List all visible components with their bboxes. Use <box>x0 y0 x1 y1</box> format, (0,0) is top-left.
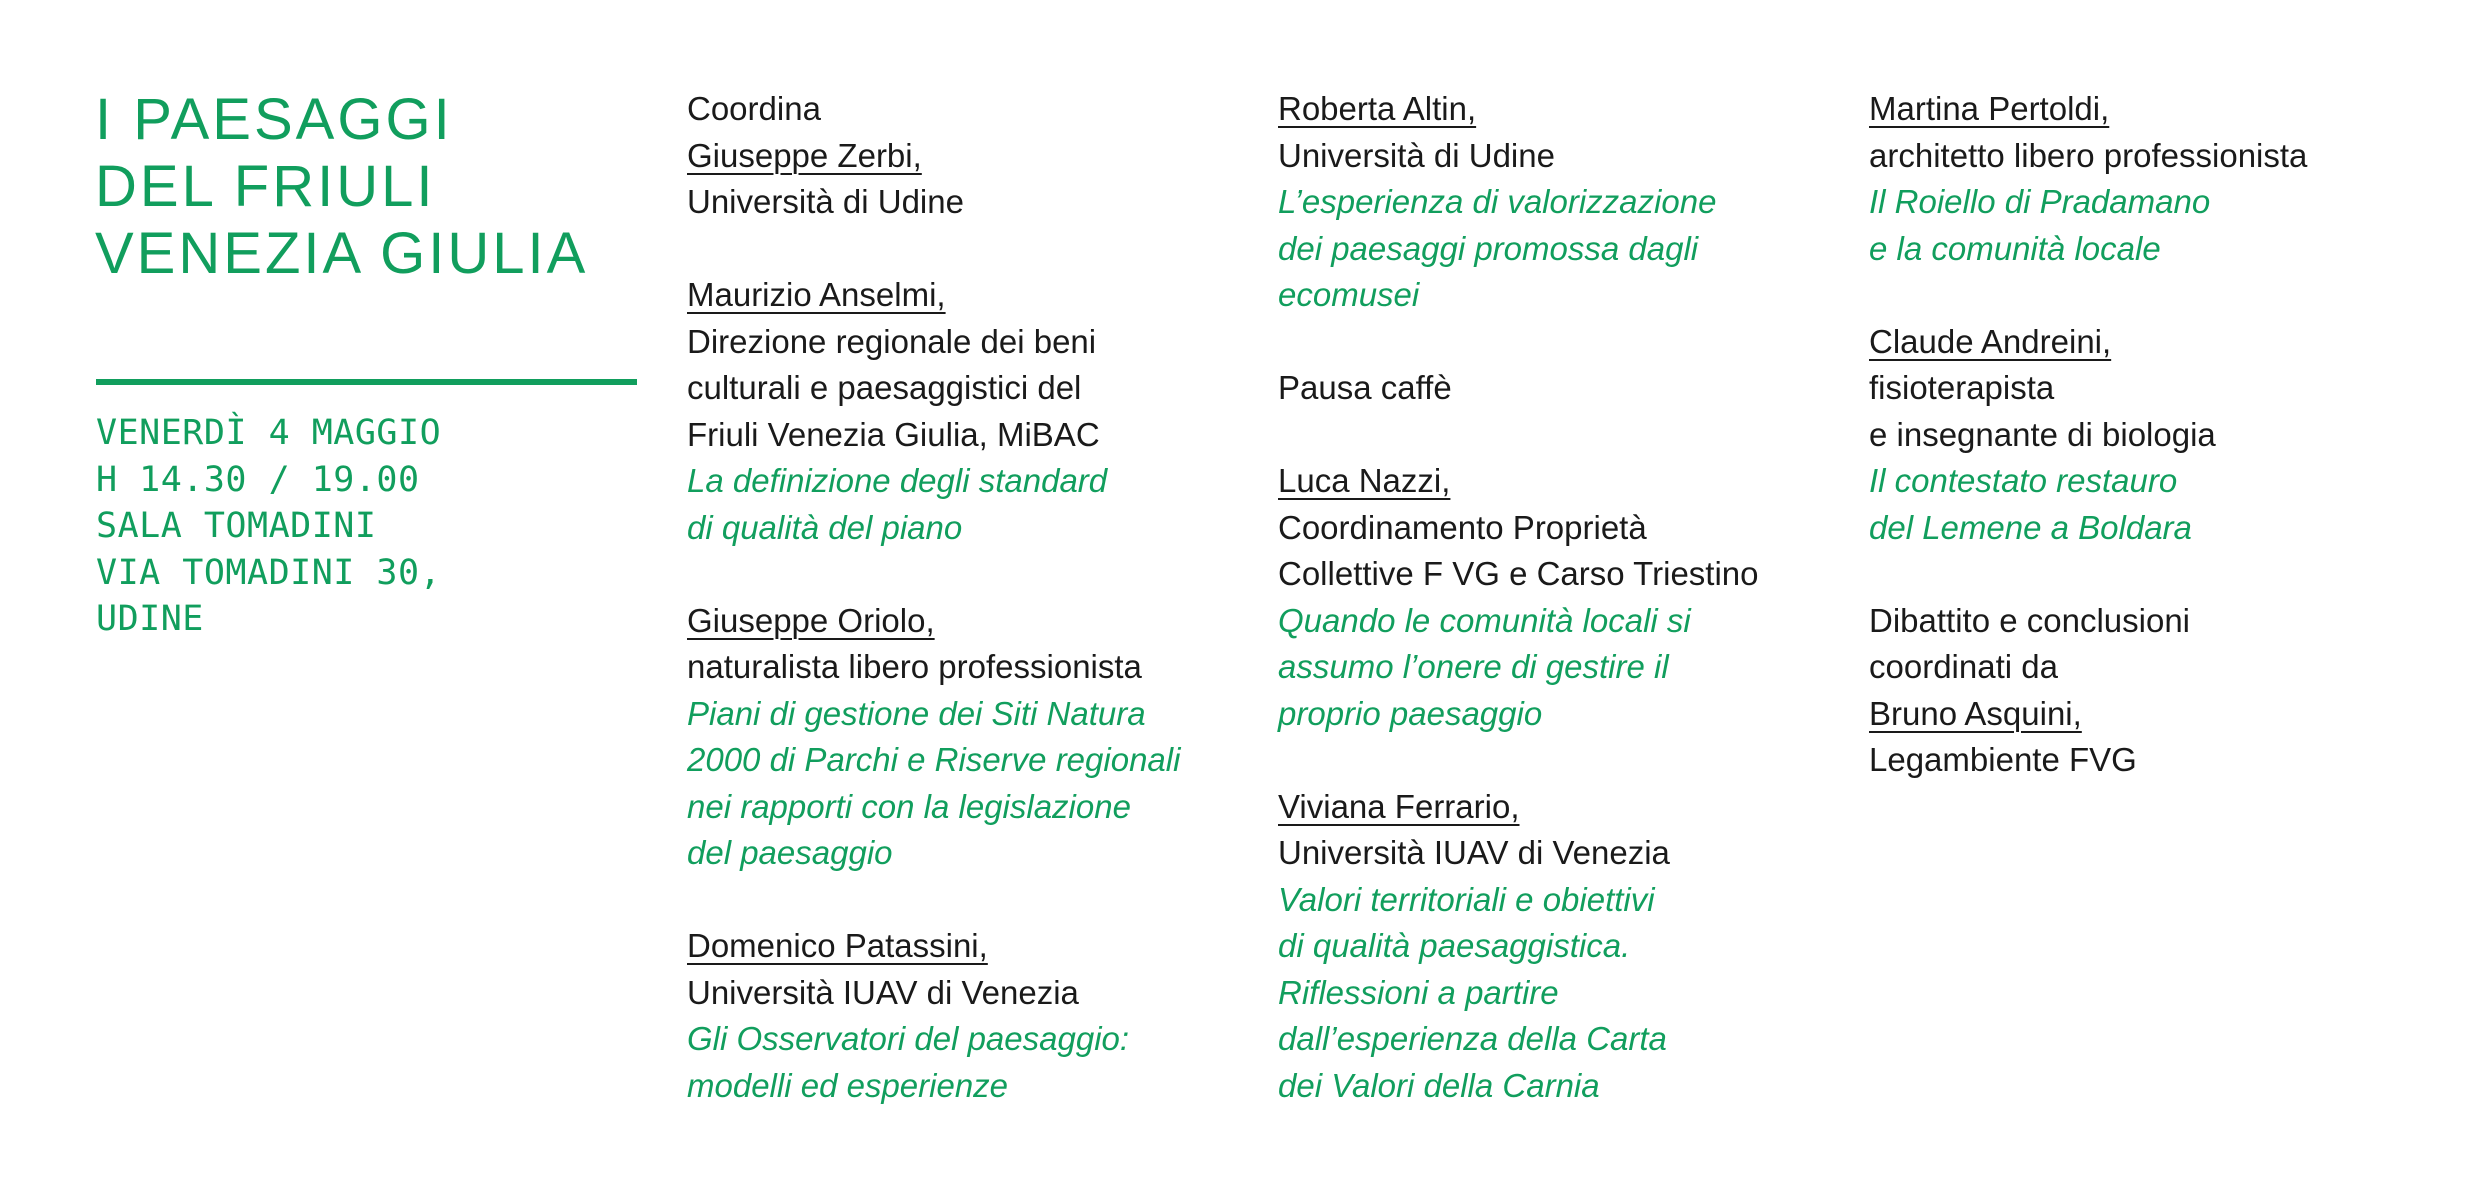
program-column-2 <box>1278 86 1838 1109</box>
event-venue: SALA TOMADINI <box>96 506 377 546</box>
talk-title: Quando le comunità locali si <box>1278 601 1691 639</box>
talk-title: 2000 di Parchi e Riserve regionali <box>687 741 1181 778</box>
block-spacer <box>687 551 1247 598</box>
talk-title: La definizione degli standard <box>687 462 1108 499</box>
talk-title: L’esperienza di valorizzazione <box>1278 183 1717 220</box>
talk-title: di qualità paesaggistica. <box>1278 927 1631 964</box>
event-info <box>96 410 441 643</box>
speaker-line <box>687 133 1247 180</box>
talk-title: Gli Osservatori del paesaggio: <box>687 1020 1130 1057</box>
speaker-affiliation: Coordinamento Proprietà <box>1278 508 1647 546</box>
program-text: coordinati da <box>1869 648 2058 685</box>
program-entry <box>687 598 1247 877</box>
speaker-affiliation: naturalista libero professionista <box>687 648 1142 685</box>
speaker-name: Giuseppe Oriolo, <box>687 601 935 639</box>
talk-title: dall’esperienza della Carta <box>1278 1020 1667 1057</box>
speaker-name: Claude Andreini, <box>1869 322 2112 360</box>
program-column-3 <box>1869 86 2429 784</box>
talk-title: Valori territoriali e obiettivi <box>1278 880 1655 918</box>
speaker-affiliation: Università IUAV di Venezia <box>1278 834 1670 871</box>
talk-title: proprio paesaggio <box>1278 694 1543 732</box>
talk-title: e la comunità locale <box>1869 229 2161 267</box>
title-line: VENEZIA GIULIA <box>95 221 589 286</box>
program-entry <box>1278 365 1838 412</box>
speaker-line <box>1278 784 1838 831</box>
block-spacer <box>1278 319 1838 366</box>
program-text: Pausa caffè <box>1278 369 1452 406</box>
speaker-line <box>1869 86 2429 133</box>
program-text: Coordina <box>687 90 821 127</box>
speaker-line <box>1869 319 2429 366</box>
program-entry <box>687 923 1247 1109</box>
talk-title: di qualità del piano <box>687 508 963 546</box>
event-title <box>95 86 655 287</box>
speaker-line <box>687 923 1247 970</box>
program-text: Dibattito e conclusioni <box>1869 601 2191 639</box>
talk-title: Riflessioni a partire <box>1278 973 1559 1011</box>
block-spacer <box>1278 412 1838 459</box>
event-address: VIA TOMADINI 30, <box>96 552 442 593</box>
speaker-name: Viviana Ferrario, <box>1278 787 1520 825</box>
speaker-line <box>1278 86 1838 133</box>
speaker-name: Luca Nazzi, <box>1278 462 1451 499</box>
talk-title: Il Roiello di Pradamano <box>1869 183 2211 220</box>
program-column-1 <box>687 86 1247 1109</box>
talk-title: modelli ed esperienze <box>687 1066 1009 1104</box>
program-entry <box>687 272 1247 551</box>
speaker-affiliation: architetto libero professionista <box>1869 136 2308 174</box>
speaker-name: Maurizio Anselmi, <box>687 276 946 313</box>
event-time: H 14.30 / 19.00 <box>96 459 420 500</box>
speaker-name: Domenico Patassini, <box>687 927 988 964</box>
talk-title: del paesaggio <box>687 834 893 871</box>
block-spacer <box>687 226 1247 273</box>
speaker-affiliation: Direzione regionale dei beni <box>687 322 1097 360</box>
block-spacer <box>1869 272 2429 319</box>
speaker-line <box>687 272 1247 319</box>
program-entry <box>1869 319 2429 552</box>
event-city: UDINE <box>96 599 204 639</box>
program-entry <box>1278 784 1838 1110</box>
block-spacer <box>1278 737 1838 784</box>
speaker-affiliation: Università IUAV di Venezia <box>687 973 1079 1011</box>
talk-title: Piani di gestione dei Siti Natura <box>687 694 1146 732</box>
speaker-affiliation: Collettive F VG e Carso Triestino <box>1278 555 1759 592</box>
talk-title: nei rapporti con la legislazione <box>687 787 1131 825</box>
talk-title: del Lemene a Boldara <box>1869 508 2192 546</box>
block-spacer <box>1869 551 2429 598</box>
speaker-line <box>687 598 1247 645</box>
speaker-affiliation: Friuli Venezia Giulia, MiBAC <box>687 415 1100 453</box>
program-entry <box>1869 86 2429 272</box>
speaker-line <box>1278 458 1838 505</box>
program-entry <box>1869 598 2429 784</box>
title-line: DEL FRIULI <box>95 154 436 219</box>
speaker-affiliation: culturali e paesaggistici del <box>687 369 1082 406</box>
talk-title: ecomusei <box>1278 276 1420 313</box>
program-entry <box>687 86 1247 226</box>
speaker-name: Bruno Asquini, <box>1869 694 2082 732</box>
talk-title: Il contestato restauro <box>1869 462 2178 499</box>
speaker-affiliation: Università di Udine <box>687 183 964 220</box>
program-entry <box>1278 458 1838 737</box>
speaker-affiliation: fisioterapista <box>1869 369 2055 406</box>
title-divider <box>96 379 637 385</box>
talk-title: dei Valori della Carnia <box>1278 1066 1600 1104</box>
block-spacer <box>687 877 1247 924</box>
speaker-affiliation: e insegnante di biologia <box>1869 415 2216 453</box>
talk-title: assumo l’onere di gestire il <box>1278 648 1669 685</box>
speaker-affiliation: Legambiente FVG <box>1869 741 2137 778</box>
talk-title: dei paesaggi promossa dagli <box>1278 229 1699 267</box>
speaker-line <box>1869 691 2429 738</box>
speaker-name: Martina Pertoldi, <box>1869 90 2110 127</box>
program-entry <box>1278 86 1838 319</box>
speaker-affiliation: Università di Udine <box>1278 136 1555 174</box>
title-line: I PAESAGGI <box>95 87 453 152</box>
speaker-name: Roberta Altin, <box>1278 90 1477 127</box>
speaker-name: Giuseppe Zerbi, <box>687 136 922 174</box>
event-date: VENERDÌ 4 MAGGIO <box>96 413 442 453</box>
